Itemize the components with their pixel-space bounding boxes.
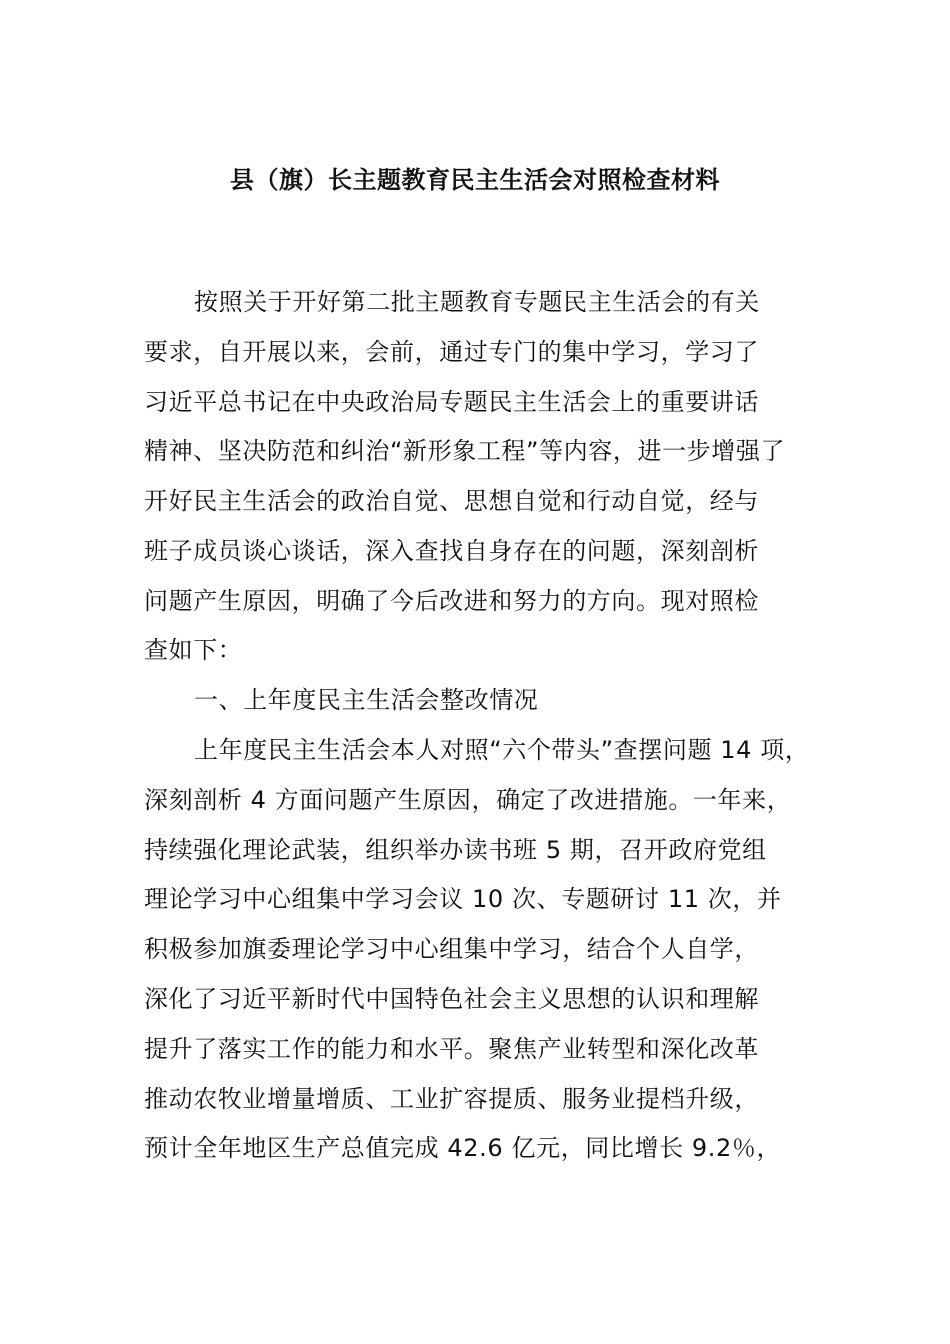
paragraph-line: 上年度民主生活会本人对照“六个带头”查摆问题 14 项， bbox=[194, 736, 810, 764]
paragraph-line: 积极参加旗委理论学习中心组集中学习，结合个人自学， bbox=[144, 935, 759, 963]
paragraph-line: 提升了落实工作的能力和水平。聚焦产业转型和深化改革 bbox=[144, 1035, 759, 1063]
paragraph-line: 深刻剖析 4 方面问题产生原因，确定了改进措施。一年来， bbox=[144, 786, 792, 814]
document-title: 县（旗）长主题教育民主生活会对照检查材料 bbox=[230, 166, 720, 194]
paragraph-line: 精神、坚决防范和纠治“新形象工程”等内容，进一步增强了 bbox=[144, 437, 786, 465]
paragraph-line: 持续强化理论武装，组织举办读书班 5 期，召开政府党组 bbox=[144, 836, 767, 864]
paragraph-line: 理论学习中心组集中学习会议 10 次、专题研讨 11 次，并 bbox=[144, 885, 782, 913]
paragraph-line: 习近平总书记在中央政治局专题民主生活会上的重要讲话 bbox=[144, 388, 759, 416]
paragraph-line: 问题产生原因，明确了今后改进和努力的方向。现对照检 bbox=[144, 587, 759, 615]
paragraph-line: 要求，自开展以来，会前，通过专门的集中学习，学习了 bbox=[144, 338, 759, 366]
section-heading: 一、上年度民主生活会整改情况 bbox=[194, 686, 539, 714]
paragraph-line: 预计全年地区生产总值完成 42.6 亿元，同比增长 9.2％， bbox=[144, 1134, 782, 1162]
paragraph-line: 深化了习近平新时代中国特色社会主义思想的认识和理解 bbox=[144, 985, 759, 1013]
paragraph-line: 班子成员谈心谈话，深入查找自身存在的问题，深刻剖析 bbox=[144, 537, 759, 565]
paragraph-line: 查如下： bbox=[144, 636, 243, 664]
paragraph-line: 推动农牧业增量增质、工业扩容提质、服务业提档升级， bbox=[144, 1085, 759, 1113]
paragraph-line: 开好民主生活会的政治自觉、思想自觉和行动自觉，经与 bbox=[144, 487, 759, 515]
paragraph-line: 按照关于开好第二批主题教育专题民主生活会的有关 bbox=[194, 288, 760, 316]
